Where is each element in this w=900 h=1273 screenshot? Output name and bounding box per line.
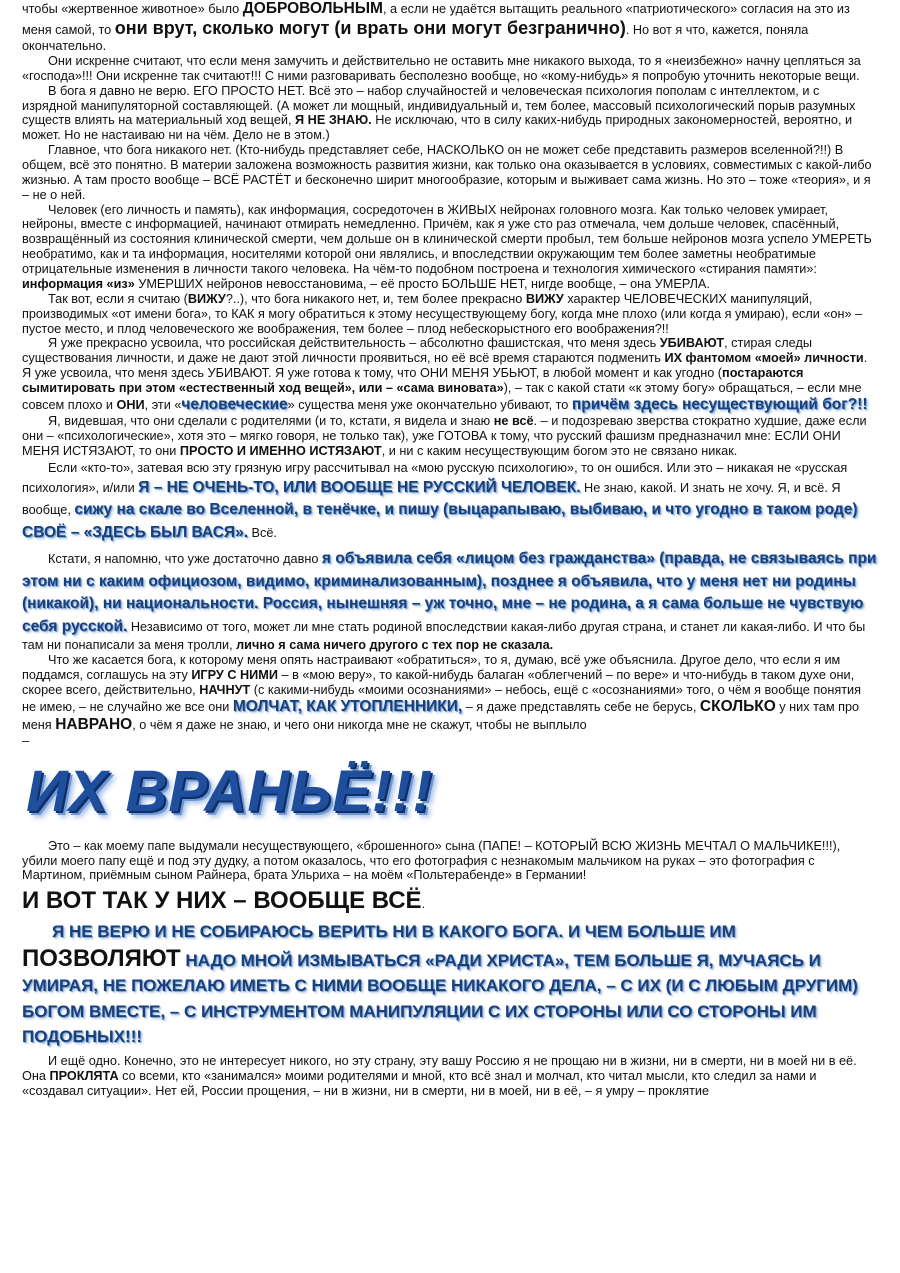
text: ), – так с какой стати «к этому богу» обращаться, – если мне совсем плохо и bbox=[22, 380, 862, 412]
emphasis-phantom: ИХ фантомом «моей» личности bbox=[664, 351, 864, 366]
heading-allow: ПОЗВОЛЯЮТ bbox=[22, 944, 181, 972]
emphasis-they: ОНИ bbox=[116, 397, 145, 412]
text: у них там про меня bbox=[22, 699, 860, 732]
paragraph-9 bbox=[22, 459, 878, 545]
paragraph-11 bbox=[22, 653, 878, 734]
text: , и ни с каким несуществующим богом это не связано никак. bbox=[381, 443, 738, 458]
highlight-disbelief: Я НЕ ВЕРЮ И НЕ СОБИРАЮСЬ ВЕРИТЬ НИ В КАКОГО БОГА. И ЧЕМ БОЛЬШЕ ИМ bbox=[52, 922, 736, 942]
text: Так вот, если я считаю ( bbox=[48, 291, 188, 306]
text: Не исключаю, что в силу каких-нибудь природных закономерностей, вероятно, и может. Но не настаиваю ни на чём. Дело не в этом.) bbox=[22, 113, 853, 143]
paragraph-1 bbox=[22, 0, 878, 54]
emphasis-game: ИГРУ С НИМИ bbox=[191, 667, 278, 682]
emphasis-said-nothing: лично я сама ничего другого с тех пор не сказала. bbox=[236, 638, 554, 653]
text: . Но вот я что, кажется, поняла окончательно. bbox=[22, 23, 809, 54]
emphasis-lied: НАВРАНО bbox=[55, 715, 133, 733]
paragraph-10 bbox=[22, 548, 878, 653]
text: Человек (его личность и память), как информация, сосредоточен в ЖИВЫХ нейронах головного мозга. Как только человек умирает, нейроны, вместе с информацией, начинают отмирать немедленно. Причём, как я уже сто раз отмечала, чем дольше человек, спасённый, возвращённый из состояния клинической смерти, чем дольше он в клинической смерти пробыл, тем больше нейронов мозга успело УМЕРЕТЬ необратимо, как и та информация, носителями которой они являлись, и впоследствии окружающим тем более заметны необратимые отрицательные изменения в личности такого человека. На чём-то подобном построена и технология химического «стирания памяти»: bbox=[22, 202, 872, 277]
emphasis-torture: ПРОСТО И ИМЕННО ИСТЯЗАЮТ bbox=[179, 443, 382, 458]
text: Я, видевшая, что они сделали с родителями (и то, кстати, я видела и знаю bbox=[48, 413, 494, 428]
highlight-human: человеческие bbox=[181, 395, 288, 413]
text: (с какими-нибудь «моими осознаниями» – небось, ещё с «осознаниями» того, о чём я вообще понятия не имею, – не случайно же все они bbox=[22, 682, 861, 714]
text: Кстати, я напомню, что уже достаточно давно bbox=[48, 552, 322, 567]
emphasis-they-lie: они врут, сколько могут (и врать они могут безгранично) bbox=[114, 18, 626, 39]
text: . Я уже усвоила, что меня здесь УБИВАЮТ. Я уже готова к тому, что ОНИ МЕНЯ УБЬЮТ, в любой момент и как угодно ( bbox=[22, 351, 868, 381]
text: В бога я давно не верю. ЕГО ПРОСТО НЕТ. Всё это – набор случайностей и человеческая психология пополам с интеллектом, и с изрядной манипуляторной составляющей. (А может ли мощный, индивидуальный и, тем более, массовый психологический порыв разумных существ влиять на материальный ход вещей, bbox=[22, 83, 856, 128]
text: чтобы «жертвенное животное» было bbox=[22, 2, 243, 16]
paragraph-7 bbox=[22, 336, 878, 414]
emphasis-i-dont-know: Я НЕ ЗНАЮ. bbox=[295, 113, 372, 128]
text: Я уже прекрасно усвоила, что российская действительность – абсолютно фашистская, что меня здесь bbox=[48, 336, 660, 351]
paragraph-2: Они искренне считают, что если меня замучить и действительно не оставить мне никакого выхода, то я «неизбежно» начну цепляться за «господа»!!! Они искренне так считают!!! С ними разговаривать бесполезно вообще, но «кому-нибудь» я попробую уточнить некоторые вещи. bbox=[22, 54, 861, 83]
highlight-not-russian: Я – НЕ ОЧЕНЬ-ТО, ИЛИ ВООБЩЕ НЕ РУССКИЙ ЧЕЛОВЕК. bbox=[138, 478, 581, 496]
text: , а если не удаётся вытащить реального «патриотического» согласия на это из меня самой, то bbox=[22, 2, 850, 38]
paragraph-5 bbox=[22, 203, 878, 292]
text: Что же касается бога, к которому меня опять настраивают «обратиться», то я, думаю, всё уже объяснила. Другое дело, что если я им поддамся, соглашусь на эту bbox=[22, 653, 841, 682]
text: И ещё одно. Конечно, это не интересует никого, но эту страну, эту вашу Россию я не прощаю ни в жизни, ни в смерти, ни в моей ни в её. Она bbox=[22, 1053, 857, 1083]
headline-lies: ИХ ВРАНЬЁ!!! bbox=[26, 758, 433, 824]
text: ?..), что бога никакого нет, и, тем более прекрасно bbox=[225, 291, 526, 306]
emphasis-see: ВИЖУ bbox=[525, 291, 564, 306]
emphasis-not-all: не всё bbox=[493, 413, 534, 428]
text: Всё. bbox=[248, 525, 277, 540]
paragraph-13 bbox=[22, 887, 878, 915]
paragraph-4: Главное, что бога никакого нет. (Кто-нибудь представляет себе, НАСКОЛЬКО он не может себе представить размеров вселенной?!!) В общем, всё это понятно. В материи заложена возможность развития жизни, как только она оказывается в условиях, совместимых с какой-либо жизнью. А там просто вообще – ВСЁ РАСТЁТ и бесконечно ширит многообразие, которым и выживает сама жизнь. Но это – тоже «теория», и я – не о ней. bbox=[22, 143, 872, 202]
emphasis-start: НАЧНУТ bbox=[199, 682, 251, 697]
text: . – и подозреваю зверства стократно худшие, даже если они – «психологические», хотя это – мягко говоря, не только так), уже ГОТОВА к тому, что русский фашизм предназначил мне: ЕСЛИ ОНИ МЕНЯ ИСТЯЗАЮТ, то они bbox=[22, 413, 867, 458]
text: характер ЧЕЛОВЕЧЕСКИХ манипуляций, производимых «от имени бога», то КАК я могу обратиться к этому несуществующему богу, когда мне плохо (или когда я умираю), если «он» – пустое место, и плод человеческого же воображения, тем более – плод небескорыстного его воображения?!! bbox=[22, 291, 863, 336]
emphasis-imitate: постараются сымитировать при этом «естественный ход вещей», или – «сама виновата» bbox=[22, 366, 804, 395]
text: УМЕРШИХ нейронов невосстановима, – её просто БОЛЬШЕ НЕТ, нигде вообще, – она УМЕРЛА. bbox=[134, 276, 710, 291]
paragraph-14 bbox=[22, 919, 878, 1050]
text: , эти « bbox=[144, 397, 182, 412]
text: Независимо от того, может ли мне стать родиной впоследствии какая-либо другая страна, и станет ли какая-либо. И что бы там ни понаписали за меня тролли, bbox=[22, 619, 866, 653]
text: Не знаю, какой. И знать не хочу. Я, и всё. Я вообще, bbox=[22, 480, 841, 518]
paragraph-6 bbox=[22, 292, 878, 337]
paragraph-8 bbox=[22, 414, 878, 459]
highlight-drowned: МОЛЧАТ, КАК УТОПЛЕННИКИ, bbox=[232, 697, 463, 715]
highlight-no-citizenship: я объявила себя «лицом без гражданства» (правда, не связываясь при этом ни с каким официозом, видимо, криминализованным), позднее я объявила, что у меня нет ни родины (никакой), ни национальности. Россия, нынешняя – уж точно, мне – не родина, а я сама больше не чувствую себя русской. bbox=[22, 550, 877, 635]
highlight-vasya: сижу на скале во Вселенной, в тенёчке, и пишу (выцарапываю, выбиваю, и что угодно в таком роде) СВОЁ – «ЗДЕСЬ БЫЛ ВАСЯ». bbox=[22, 501, 858, 541]
text: . bbox=[421, 897, 426, 912]
emphasis-how-much: СКОЛЬКО bbox=[699, 697, 776, 715]
text: – я даже представлять себе не берусь, bbox=[462, 699, 700, 714]
dash: – bbox=[22, 733, 30, 748]
paragraph-3 bbox=[22, 84, 878, 143]
emphasis-voluntary: ДОБРОВОЛЬНЫМ bbox=[242, 0, 383, 17]
text: со всеми, кто «занимался» моими родителями и мной, кто всё знал и молчал, кто читал мысли, кто следил за нами и «создавал ситуации». Нет ей, России прощения, – ни в жизни, ни в смерти, ни в моей, ни в её, – я умру – проклятие bbox=[22, 1068, 817, 1098]
text: Если «кто-то», затевая всю эту грязную игру рассчитывал на «мою русскую психологию», то он ошибся. Или это – никакая не «русская психология», и/или bbox=[22, 460, 848, 495]
text: , стирая следы существования личности, и даже не дают этой личности проявиться, но её всё время стараются подменить bbox=[22, 336, 812, 366]
heading-thats-how: И ВОТ ТАК У НИХ – ВООБЩЕ ВСЁ bbox=[22, 887, 422, 915]
emphasis-information: информация «из» bbox=[22, 276, 135, 291]
text: – в «мою веру», то какой-нибудь балаган «облегчений – по вере» и что-нибудь в таком духе они, скорее всего, действительно, bbox=[22, 667, 855, 697]
emphasis-kill: УБИВАЮТ bbox=[659, 336, 725, 351]
highlight-disbelief-cont: НАДО МНОЙ ИЗМЫВАТЬСЯ «РАДИ ХРИСТА», ТЕМ БОЛЬШЕ Я, МУЧАЯСЬ И УМИРАЯ, НЕ ПОЖЕЛАЮ ИМЕТЬ С НИМИ ВООБЩЕ НИКАКОГО ДЕЛА, – С ИХ (И С ЛЮБЫМ ДРУГИМ) БОГОМ ВМЕСТЕ, – С ИНСТРУМЕНТОМ МАНИПУЛЯЦИИ С ИХ СТОРОНЫ ИЛИ СО СТОРОНЫ ИМ ПОДОБНЫХ!!! bbox=[22, 950, 858, 1047]
text: , о чём я даже не знаю, и чего они никогда мне не скажут, чтобы не выплыло bbox=[132, 717, 587, 732]
highlight-nonexistent-god: причём здесь несуществующий бог?!! bbox=[571, 395, 868, 413]
emphasis-see: ВИЖУ bbox=[187, 291, 226, 306]
paragraph-12: Это – как моему папе выдумали несуществующего, «брошенного» сына (ПАПЕ! – КОТОРЫЙ ВСЮ ЖИЗНЬ МЕЧТАЛ О МАЛЬЧИКЕ!!!), убили моего папу ещё и под эту дудку, а потом оказалось, что его фотография с незнакомым мальчиком на руках – это фотография с Мартином, приёмным сыном Райнера, брата Ульриха – на моём «Польтерабенде» в Германии! bbox=[22, 838, 841, 883]
text: » существа меня уже окончательно убивают, то bbox=[287, 397, 572, 412]
paragraph-15 bbox=[22, 1054, 878, 1099]
emphasis-cursed: ПРОКЛЯТА bbox=[49, 1068, 119, 1083]
